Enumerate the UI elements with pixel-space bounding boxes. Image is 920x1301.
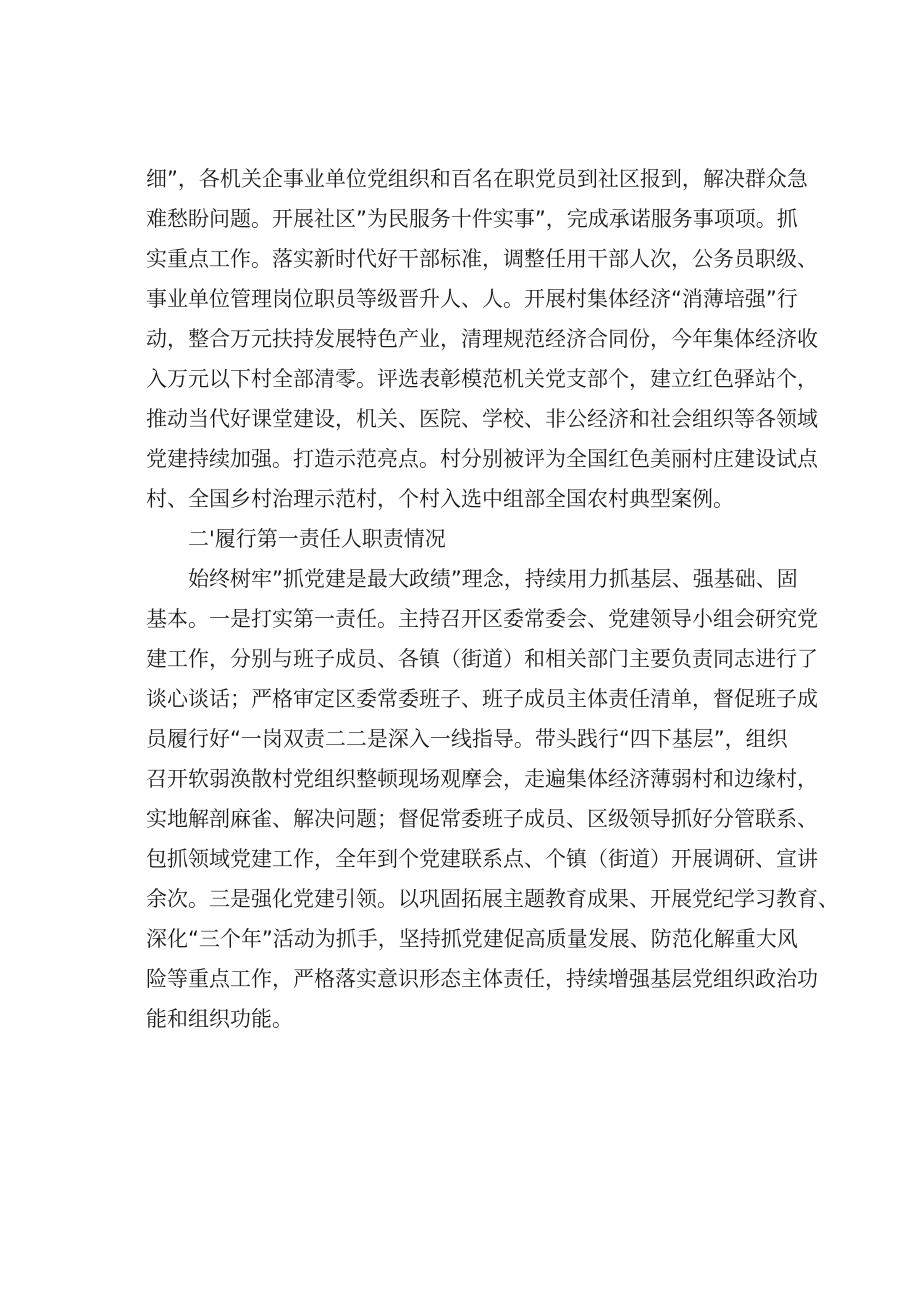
text-line: 能和组织功能。 [146,1007,293,1031]
text-line: 基本。一是打实第一责任。主持召开区委常委会、党建领导小组会研究党 [146,607,818,631]
text-line: 动，整合万元扶持发展特色产业，清理规范经济合同份，今年集体经济收 [146,327,818,351]
text-line: 余次。三是强化党建引领。以巩固拓展主题教育成果、开展党纪学习教育、 [146,887,839,911]
text-line: 始终树牢”抓党建是最大政绩”理念，持续用力抓基层、强基础、固 [188,567,798,591]
text-line: 事业单位管理岗位职员等级晋升人、人。开展村集体经济“消薄培强”行 [146,287,798,311]
text-line: 建工作，分别与班子成员、各镇（街道）和相关部门主要负责同志进行了 [146,647,818,671]
text-line: 险等重点工作，严格落实意识形态主体责任，持续增强基层党组织政治功 [146,967,818,991]
section-heading: 二'履行第一责任人职责情况 [188,527,446,551]
text-line: 深化“三个年”活动为抓手，坚持抓党建促高质量发展、防范化解重大风 [146,927,798,951]
text-line: 实重点工作。落实新时代好干部标准，调整任用干部人次，公务员职级、 [146,247,818,271]
text-line: 谈心谈话；严格审定区委常委班子、班子成员主体责任清单，督促班子成 [146,687,818,711]
body-text [146,159,839,1039]
text-line: 入万元以下村全部清零。评选表彰模范机关党支部个，建立红色驿站个， [146,367,818,391]
text-line: 细”，各机关企事业单位党组织和百名在职党员到社区报到，解决群众急 [146,167,808,191]
text-line: 难愁盼问题。开展社区”为民服务十件实事”，完成承诺服务事项项。抓 [146,207,798,231]
text-line: 村、全国乡村治理示范村，个村入选中组部全国农村典型案例。 [146,487,734,511]
text-line: 包抓领域党建工作，全年到个党建联系点、个镇（街道）开展调研、宣讲 [146,847,818,871]
text-line: 实地解剖麻雀、解决问题；督促常委班子成员、区级领导抓好分管联系、 [146,807,818,831]
text-line: 推动当代好课堂建设，机关、医院、学校、非公经济和社会组织等各领域 [146,407,818,431]
text-line: 员履行好“一岗双责二二是深入一线指导。带头践行“四下基层”，组织 [146,727,788,751]
text-line: 召开软弱涣散村党组织整顿现场观摩会，走遍集体经济薄弱村和边缘村， [146,767,818,791]
text-line: 党建持续加强。打造示范亮点。村分别被评为全国红色美丽村庄建设试点 [146,447,818,471]
